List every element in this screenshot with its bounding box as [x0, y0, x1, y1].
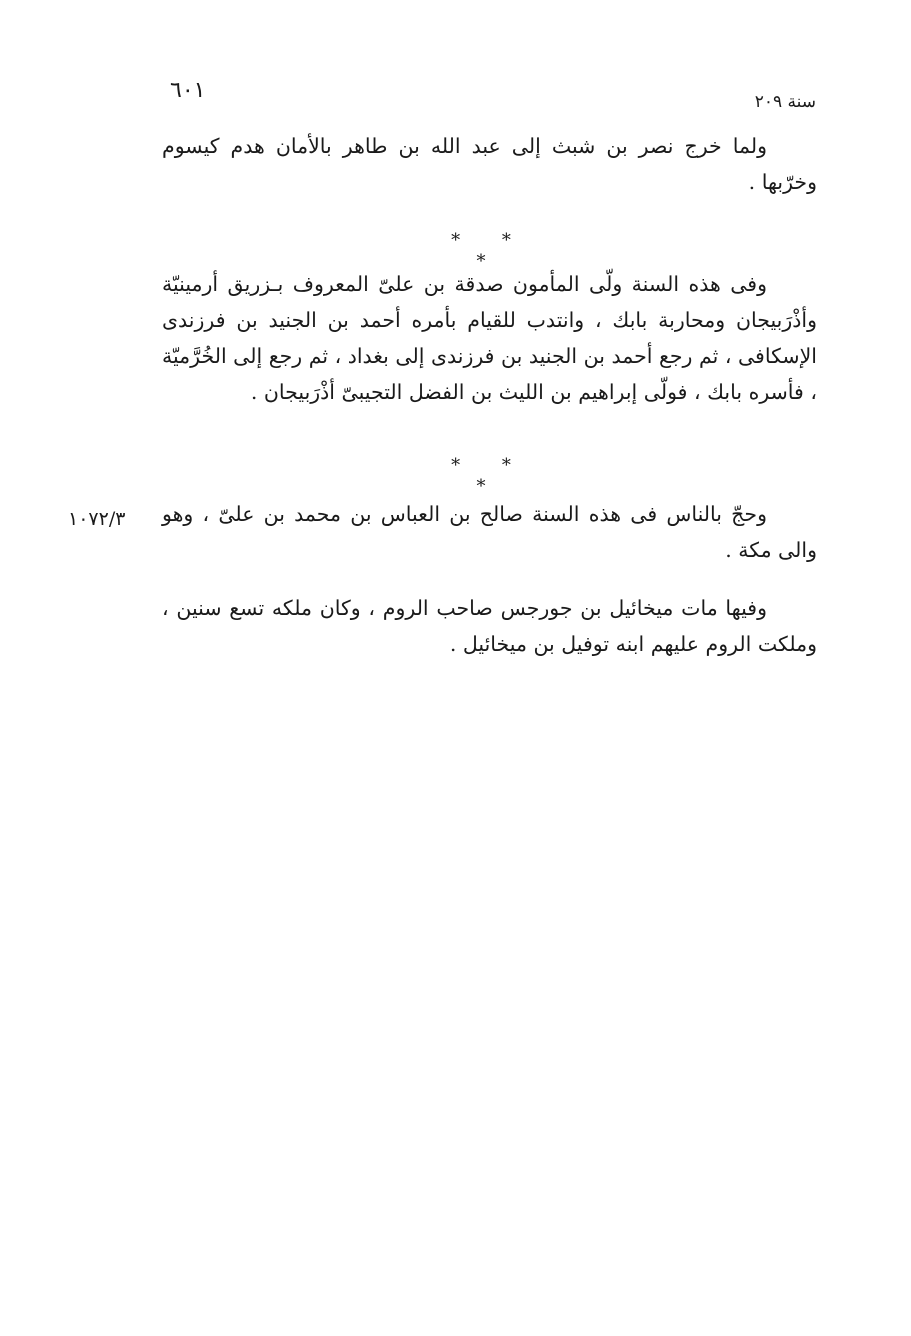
paragraph-3: وحجّ بالناس فى هذه السنة صالح بن العباس بن محمد بن علىّ ، وهو والى مكة .: [162, 502, 817, 562]
paragraph-2-block: [162, 266, 817, 410]
section-separator-1: * * *: [451, 230, 529, 272]
page-number: ٦٠١: [170, 78, 206, 103]
paragraph-4: وفيها مات ميخائيل بن جورجس صاحب الروم ، وكان ملكه تسع سنين ، وملكت الروم عليهم ابنه توفيل بن ميخائيل .: [162, 596, 817, 656]
paragraph-3-block: [162, 496, 817, 568]
paragraph-1: ولما خرج نصر بن شبث إلى عبد الله بن طاهر بالأمان هدم كيسوم وخرّبها .: [162, 134, 817, 194]
section-separator-2: * * *: [451, 455, 529, 497]
paragraph-4-block: [162, 590, 817, 662]
margin-reference: ١٠٧٢/٣: [68, 508, 126, 530]
paragraph-2: وفى هذه السنة ولّى المأمون صدقة بن علىّ المعروف بـزريق أرمينيّة وأذْرَبيجان ومحاربة بابك ، وانتدب للقيام بأمره أحمد بن الجنيد بن فرزندى الإسكافى ، ثم رجع أحمد بن الجنيد بن فرزندى إلى بغداد ، ثم رجع إلى الخُرَّميّة ، فأسره بابك ، فولّى إبراهيم بن الليث بن الفضل التجيبىّ أذْرَبيجان .: [162, 272, 817, 404]
running-header-year: سنة ٢٠٩: [754, 92, 816, 112]
paragraph-1-block: [162, 128, 817, 200]
